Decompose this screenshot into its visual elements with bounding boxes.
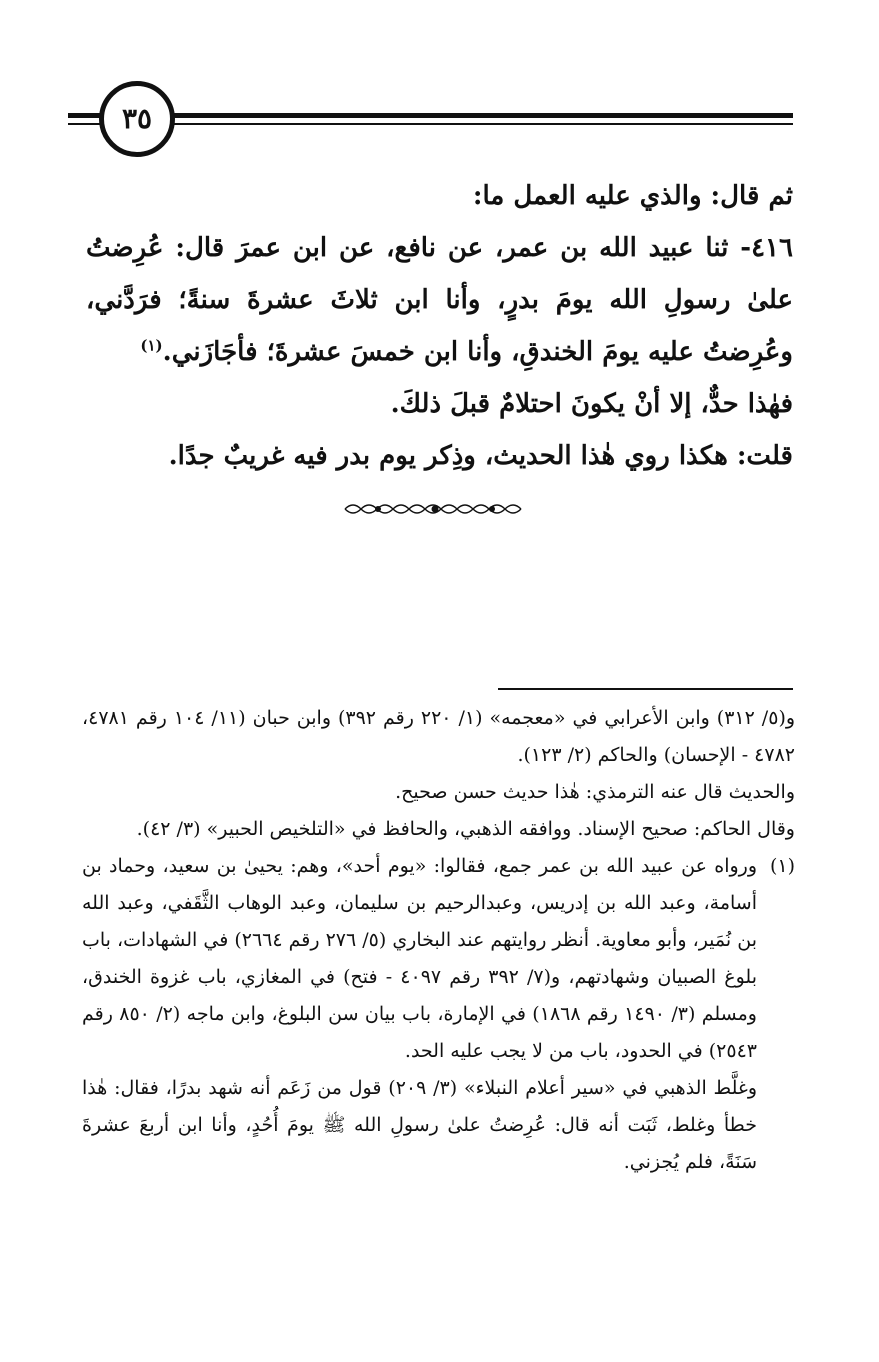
footnote-marker: (١) [769,855,795,877]
footnotes [82,700,795,1181]
footnote-separator [498,688,793,690]
main-text [86,170,793,482]
hadith-paragraph [86,222,793,378]
main-paragraph: ثم قال: والذي عليه العمل ما: [472,181,793,211]
footnote-body [82,848,757,1181]
footnote-paragraph: وغلَّط الذهبي في «سير أعلام النبلاء» (٣/ ٢٠٩) قول من زَعَم أنه شهد بدرًا، فقال: هٰذا خطأ وغلط، ثَبَت أنه قال: عُرِضتُ علىٰ رسولِ الله ﷺ يومَ أُحُدٍ، وأنا ابن أربعَ عشرةَ سَنَةً، فلم يُجزني. [82,1077,757,1173]
footnote-continuation: وقال الحاكم: صحيح الإسناد. ووافقه الذهبي، والحافظ في «التلخيص الحبير» (٣/ ٤٢). [136,818,795,840]
footnote-reference[interactable]: (١) [140,336,163,355]
main-paragraph: قلت: هكذا روي هٰذا الحديث، وذِكر يوم بدر فيه غريبٌ جدًا. [168,441,793,471]
main-paragraph: فهٰذا حدٌّ، إلا أنْ يكونَ احتلامٌ قبلَ ذلكَ. [390,389,793,419]
footnote-paragraph: ورواه عن عبيد الله بن عمر جمع، فقالوا: «يوم أحد»، وهم: يحيىٰ بن سعيد، وحماد بن أسامة، وعبد الله بن إدريس، وعبدالرحيم بن سليمان، وعبد الوهاب الثَّقَفي، وعبد الله بن نُمَير، وأبو معاوية. أنظر روايتهم عند البخاري (٥/ ٢٧٦ رقم ٢٦٦٤) في الشهادات، باب بلوغ الصبيان وشهادتهم، و(٧/ ٣٩٢ رقم ٤٠٩٧ - فتح) في المغازي، باب غزوة الخندق، ومسلم (٣/ ١٤٩٠ رقم ١٨٦٨) في الإمارة، باب بيان سن البلوغ، وابن ماجه (٢/ ٨٥٠ رقم ٢٥٤٣) في الحدود، باب من لا يجب عليه الحد. [82,855,757,1062]
header-rule-thick [68,113,793,118]
footnote-continuation: والحديث قال عنه الترمذي: هٰذا حديث حسن صحيح. [395,781,795,803]
footnote-continuation: و(٥/ ٣١٢) وابن الأعرابي في «معجمه» (١/ ٢٢٠ رقم ٣٩٢) وابن حبان (١١/ ١٠٤ رقم ٤٧٨١، ٤٧٨٢ - الإحسان) والحاكم (٢/ ١٢٣). [82,707,796,766]
header-rule-thin [68,123,793,125]
hadith-text: ٤١٦- ثنا عبيد الله بن عمر، عن نافع، عن ابن عمرَ قال: عُرِضتُ علىٰ رسولِ الله يومَ بدرٍ، وأنا ابن ثلاثَ عشرةَ سنةً؛ فرَدَّني، وعُرِضتُ عليه يومَ الخندقِ، وأنا ابن خمسَ عشرةَ؛ فأجَازَني. [86,233,793,367]
footnote-1 [82,848,795,1181]
section-divider-ornament [340,498,530,520]
page-number: ٣٥ [121,102,153,135]
page-number-badge [99,81,175,157]
page-header [0,0,879,170]
